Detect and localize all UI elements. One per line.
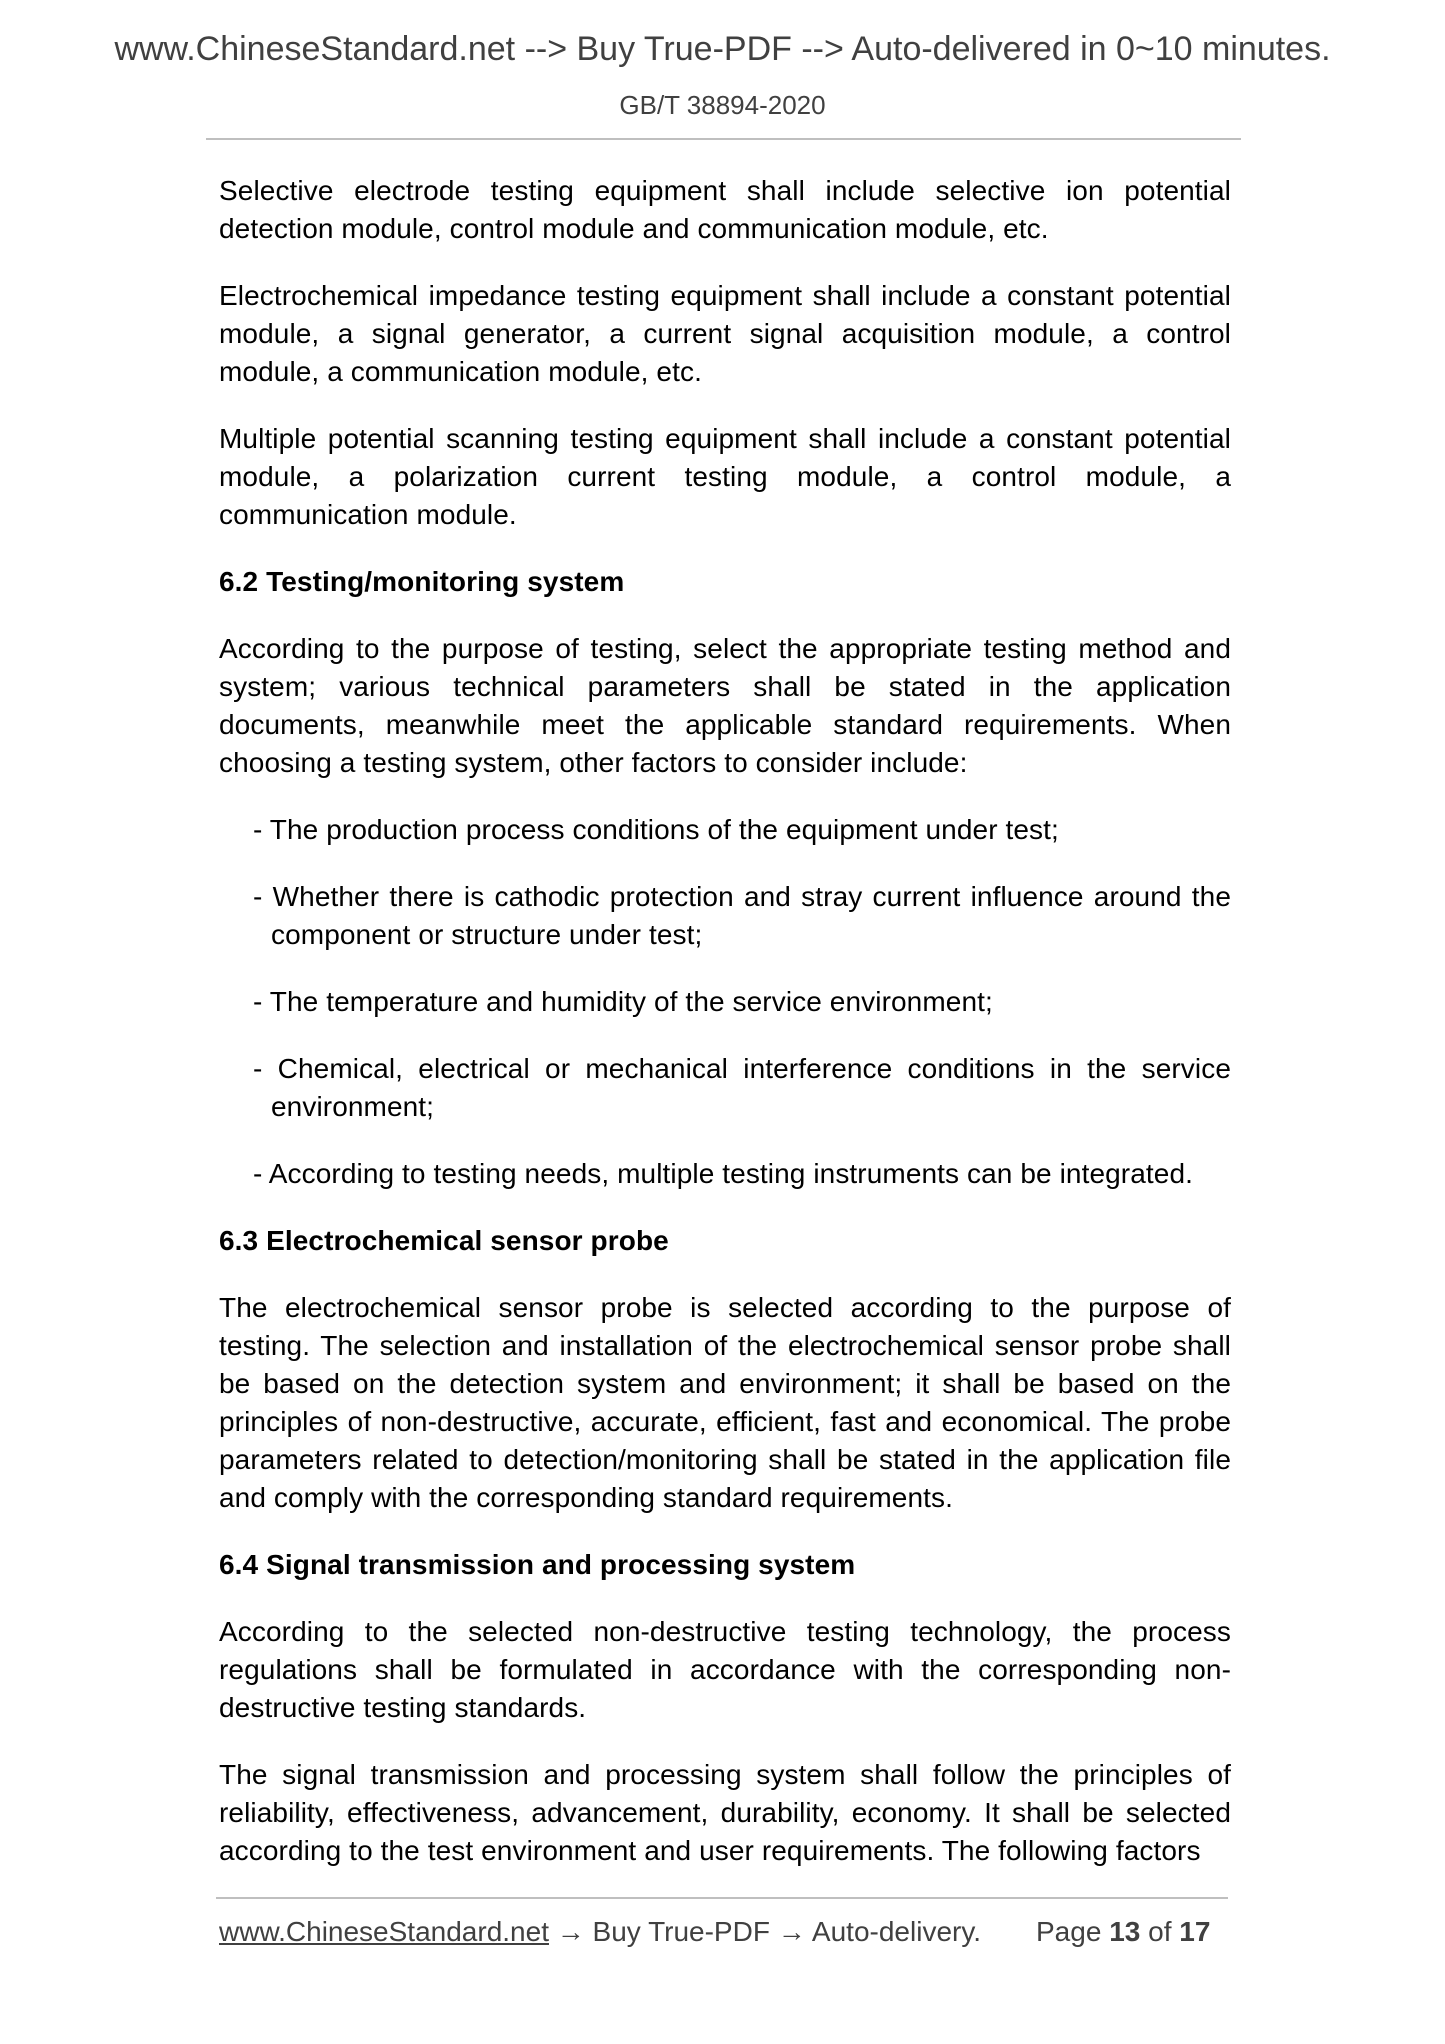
- bullet-item-4: - Chemical, electrical or mechanical interference conditions in the service environment;: [253, 1053, 1231, 1122]
- header-divider: [206, 138, 1241, 140]
- paragraph-sensor-probe: The electrochemical sensor probe is selected according to the purpose of testing. The selection and installation of the electrochemical sensor probe shall be based on the detection system and environment; it shall be based on the principles of non-destructive, accurate, efficient, fast and economical. The probe parameters related to detection/monitoring shall be stated in the application file and comply with the corresponding standard requirements.: [219, 1292, 1231, 1513]
- footer-divider: [216, 1897, 1228, 1899]
- page-label: Page: [1036, 1916, 1102, 1947]
- document-id: GB/T 38894-2020: [619, 90, 826, 120]
- paragraph-selective-electrode: Selective electrode testing equipment shall include selective ion potential detection module, control module and communication module, etc.: [219, 175, 1231, 244]
- heading-6-3: 6.3 Electrochemical sensor probe: [219, 1225, 669, 1256]
- bullet-item-5: - According to testing needs, multiple testing instruments can be integrated.: [253, 1158, 1193, 1189]
- page-content: [219, 172, 1231, 1899]
- paragraph-ndt-technology: According to the selected non-destructive testing technology, the process regulations shall be formulated in accordance with the corresponding non-destructive testing standards.: [219, 1616, 1231, 1723]
- heading-6-4: 6.4 Signal transmission and processing system: [219, 1549, 856, 1580]
- footer-link[interactable]: www.ChineseStandard.net: [219, 1916, 549, 1947]
- page-current: 13: [1109, 1916, 1141, 1947]
- bullet-item-2: - Whether there is cathodic protection and stray current influence around the component or structure under test;: [253, 881, 1231, 950]
- bullet-item-3: - The temperature and humidity of the service environment;: [253, 986, 993, 1017]
- bullet-item-1: - The production process conditions of the equipment under test;: [253, 814, 1059, 845]
- paragraph-multiple-potential: Multiple potential scanning testing equipment shall include a constant potential module, a polarization current testing module, a control module, a communication module.: [219, 423, 1231, 530]
- paragraph-testing-system: According to the purpose of testing, select the appropriate testing method and system; various technical parameters shall be stated in the application documents, meanwhile meet the applicable standard requirements. When choosing a testing system, other factors to consider include:: [219, 633, 1231, 778]
- paragraph-signal-transmission: The signal transmission and processing system shall follow the principles of reliability, effectiveness, advancement, durability, economy. It shall be selected according to the test environment and user requirements. The following factors: [219, 1759, 1231, 1866]
- heading-6-2: 6.2 Testing/monitoring system: [219, 566, 625, 597]
- footer-tagline: [219, 1916, 981, 1948]
- of-label: of: [1148, 1916, 1172, 1947]
- page-number: [1036, 1916, 1210, 1948]
- top-banner: www.ChineseStandard.net --> Buy True-PDF --> Auto-delivered in 0~10 minutes.: [114, 30, 1331, 68]
- page-total: 17: [1179, 1916, 1211, 1947]
- footer-tagline-text: → Buy True-PDF → Auto-delivery.: [548, 1916, 982, 1947]
- paragraph-electrochemical-impedance: Electrochemical impedance testing equipment shall include a constant potential module, a signal generator, a current signal acquisition module, a control module, a communication module, etc.: [219, 280, 1231, 387]
